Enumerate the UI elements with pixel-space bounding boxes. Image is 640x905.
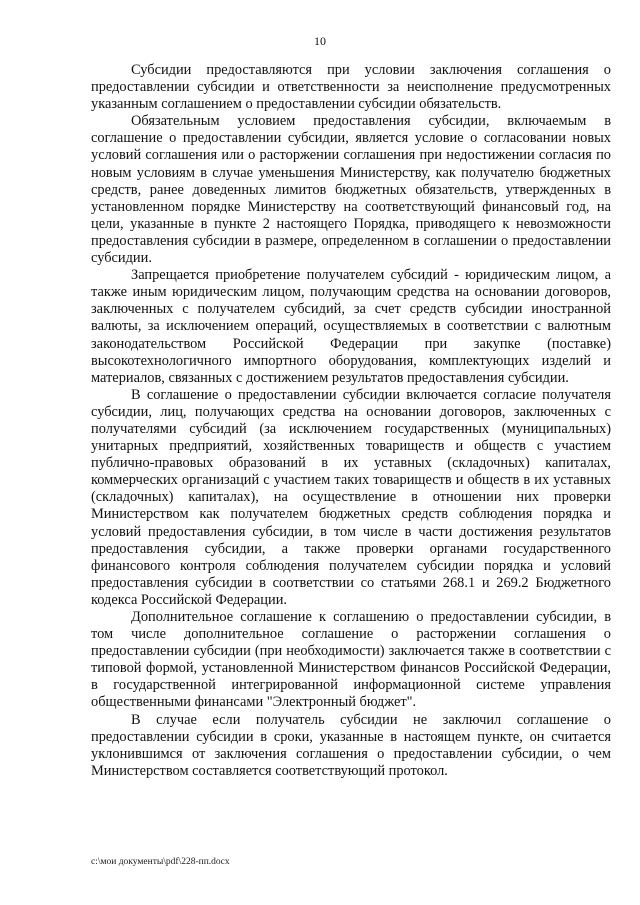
page-number: 10: [314, 34, 326, 48]
document-body: [91, 62, 611, 780]
paragraph: В случае если получатель субсидии не заключил соглашение о предоставлении субсидии в сроки, указанные в настоящем пункте, он считается уклонившимся от заключения соглашения о предоставлении субсидии, о чем Министерством составляется соответствующий протокол.: [91, 711, 611, 779]
paragraph: В соглашение о предоставлении субсидии включается согласие получателя субсидии, лиц, получающих средства на основании договоров, заключенных с получателями субсидий (за исключением государственных (муниципальных) унитарных предприятий, хозяйственных товариществ и обществ с участием публично-правовых образований в их уставных (складочных) капиталах, коммерческих организаций с участием таких товариществ и обществ в их уставных (складочных) капиталах), на осуществление в отношении них проверки Министерством как получателем бюджетных средств соблюдения порядка и условий предоставления субсидии, в том числе в части достижения результатов предоставления субсидии, а также проверки органами государственного финансового контроля соблюдения получателем субсидии порядка и условий предоставления субсидии в соответствии со статьями 268.1 и 269.2 Бюджетного кодекса Российской Федерации.: [91, 386, 611, 608]
paragraph: Обязательным условием предоставления субсидии, включаемым в соглашение о предоставлении субсидии, является условие о согласовании новых условий соглашения или о расторжении соглашения при недостижении согласия по новым условиям в случае уменьшения Министерству, как получателю бюджетных средств, ранее доведенных лимитов бюджетных обязательств, утвержденных в установленном порядке Министерству на соответствующий финансовый год, на цели, указанные в пункте 2 настоящего Порядка, приводящего к невозможности предоставления субсидии в размере, определенном в соглашении о предоставлении субсидии.: [91, 113, 611, 267]
footer-file-path: c:\мои документы\pdf\228-пп.docx: [91, 857, 230, 867]
paragraph: Дополнительное соглашение к соглашению о предоставлении субсидии, в том числе дополнительное соглашение о расторжении соглашения о предоставлении субсидии (при необходимости) заключается также в соответствии с типовой формой, установленной Министерством финансов Российской Федерации, в государственной интегрированной информационной системе управления общественными финансами "Электронный бюджет".: [91, 609, 611, 711]
paragraph: Запрещается приобретение получателем субсидий - юридическим лицом, а также иным юридическим лицом, получающим средства на основании договоров, заключенных с получателем субсидий, за счет средств субсидии иностранной валюты, за исключением операций, осуществляемых в соответствии с валютным законодательством Российской Федерации при закупке (поставке) высокотехнологичного импортного оборудования, комплектующих изделий и материалов, связанных с достижением результатов предоставления субсидии.: [91, 267, 611, 386]
paragraph: Субсидии предоставляются при условии заключения соглашения о предоставлении субсидии и ответственности за неисполнение предусмотренных указанным соглашением о предоставлении субсидии обязательств.: [91, 62, 611, 113]
